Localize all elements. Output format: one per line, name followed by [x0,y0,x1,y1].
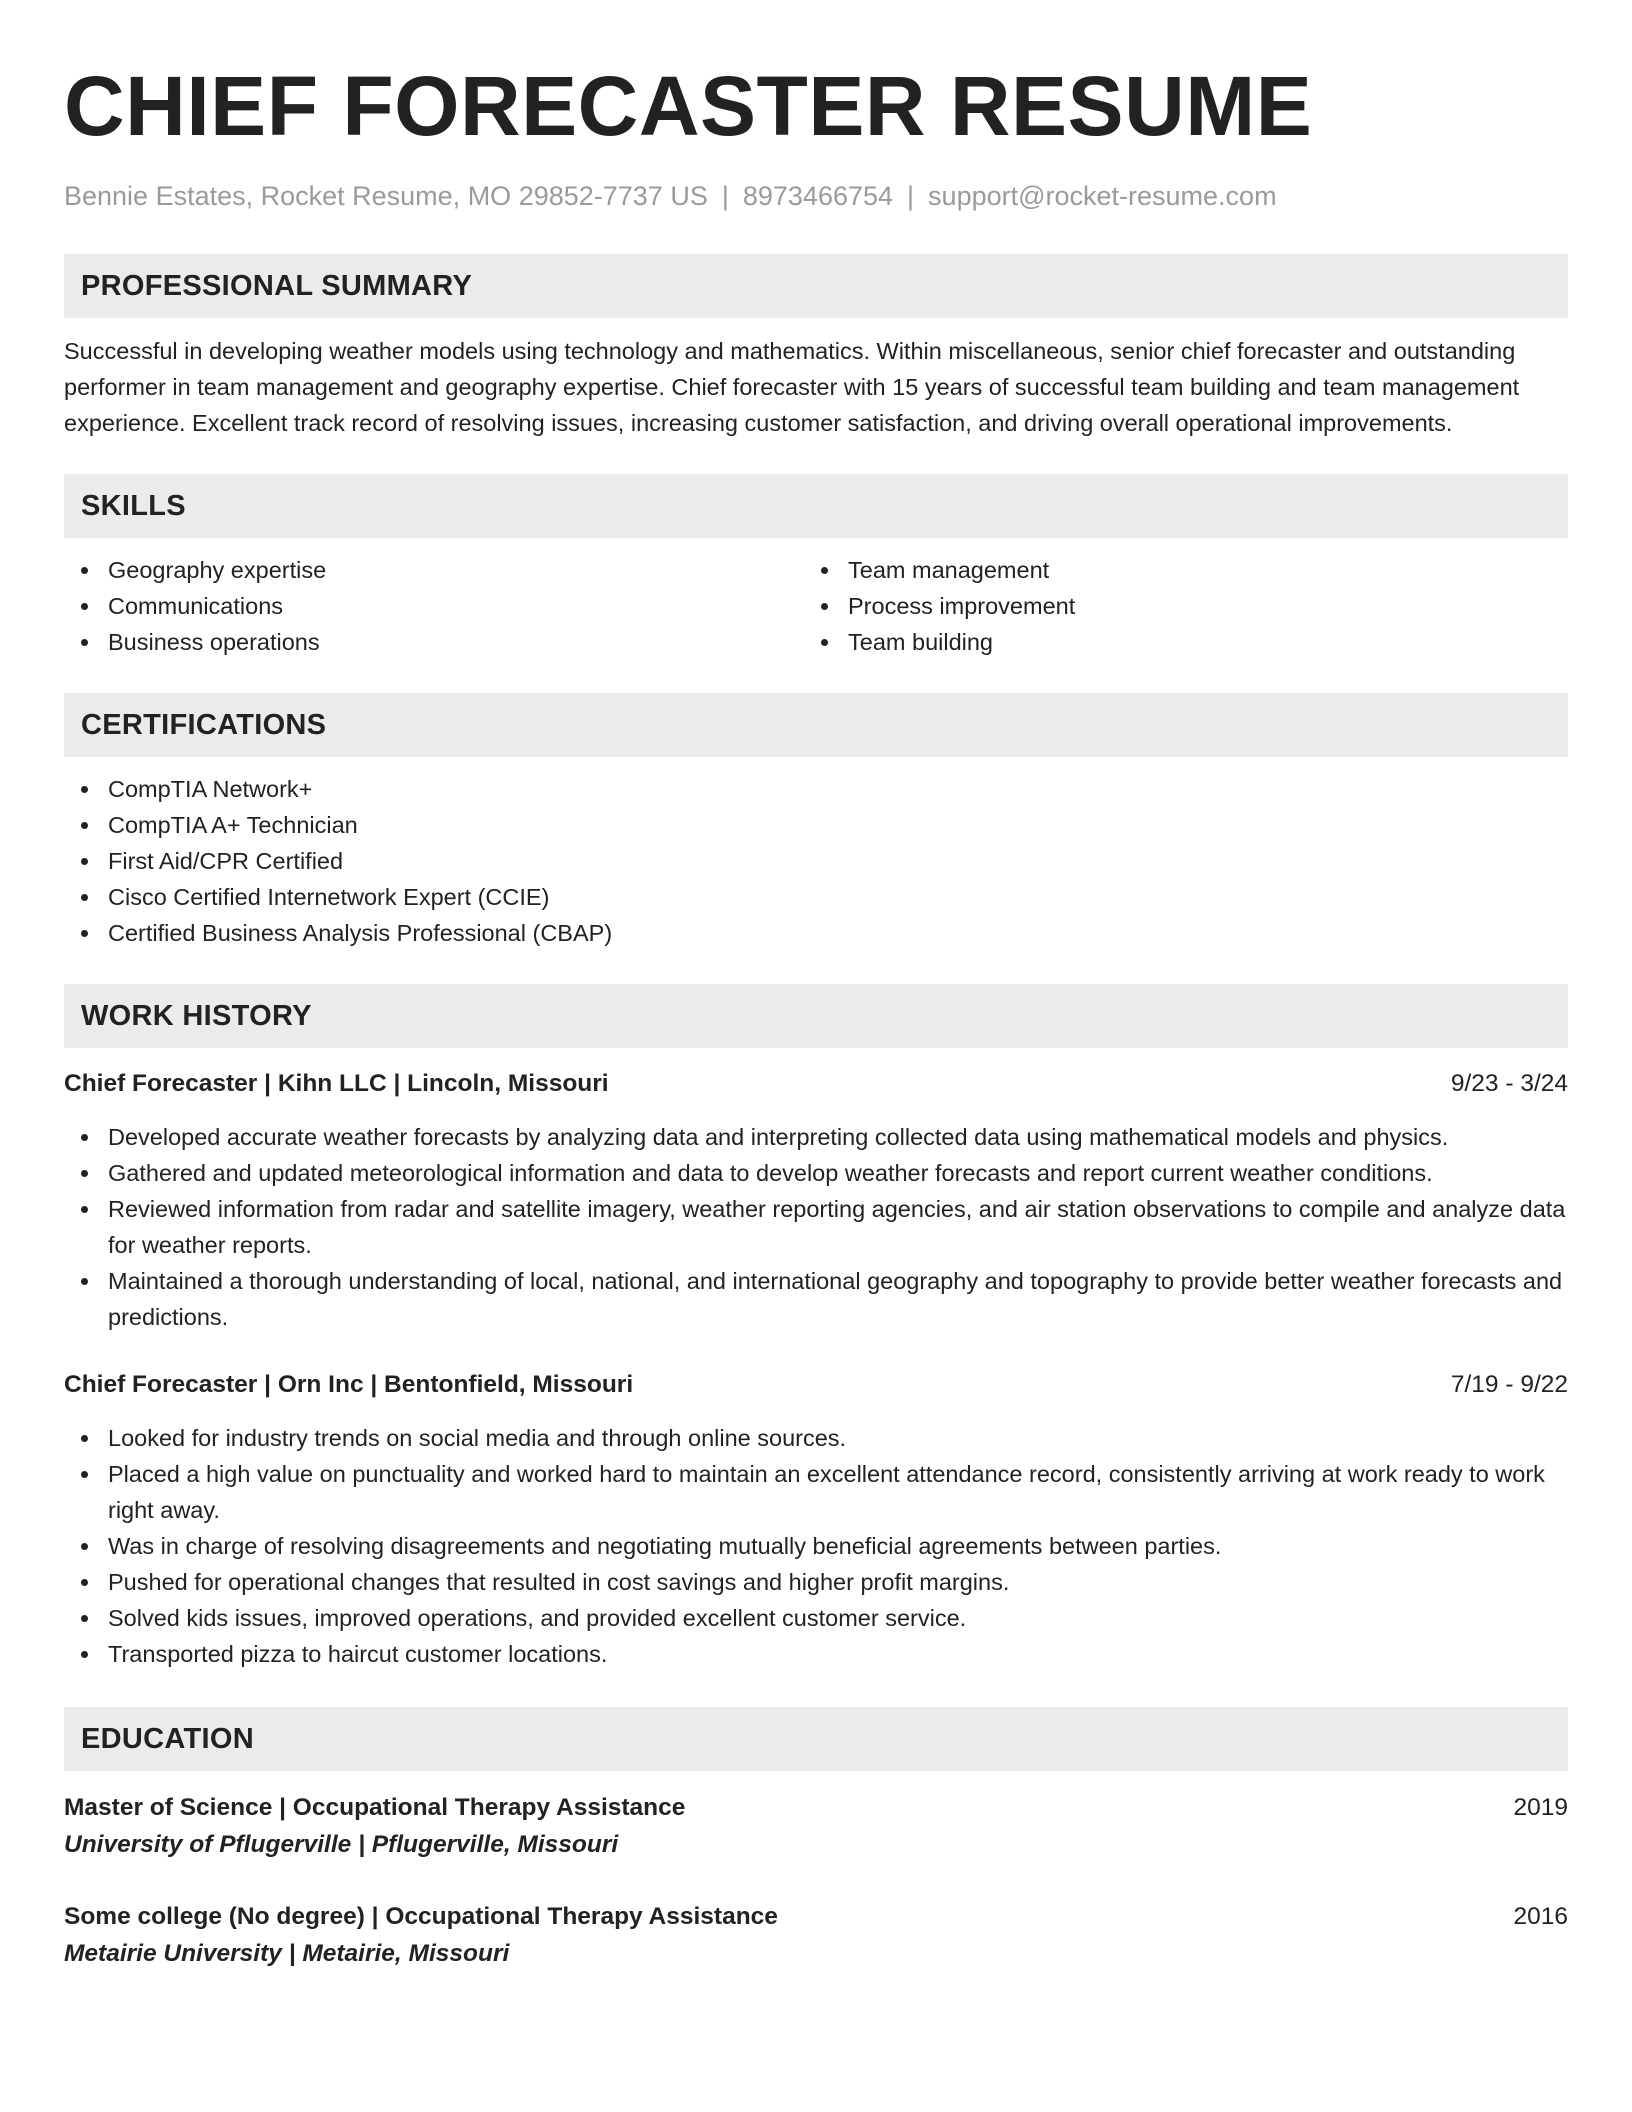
skill-item: Process improvement [804,588,1544,624]
job-duty: Was in charge of resolving disagreements and negotiating mutually beneficial agreements between parties. [64,1528,1568,1564]
education-degree: Master of Science | Occupational Therapy Assistance [64,1794,686,1821]
job-duty: Placed a high value on punctuality and worked hard to maintain an excellent attendance record, consistently arriving at work ready to work right away. [64,1456,1568,1528]
education-year: 2016 [1513,1903,1568,1930]
education-school: Metairie University | Metairie, Missouri [64,1940,510,1967]
skills-section [64,474,1568,660]
contact-address: Bennie Estates, Rocket Resume, MO 29852-7737 US [64,181,708,211]
certifications-section [64,693,1568,951]
certification-item: CompTIA Network+ [64,771,1568,807]
work-history-heading: WORK HISTORY [64,984,1568,1048]
job-entry [64,1066,1568,1335]
skills-heading: SKILLS [64,474,1568,538]
job-header [64,1066,1568,1102]
education-degree: Some college (No degree) | Occupational Therapy Assistance [64,1903,778,1930]
skill-item: Business operations [64,624,804,660]
certifications-list [64,771,1568,951]
certification-item: Cisco Certified Internetwork Expert (CCIE) [64,879,1568,915]
job-duty: Pushed for operational changes that resulted in cost savings and higher profit margins. [64,1564,1568,1600]
job-duties-list [64,1119,1568,1335]
summary-heading: PROFESSIONAL SUMMARY [64,254,1568,318]
job-header [64,1367,1568,1403]
contact-phone: 8973466754 [742,181,894,211]
certification-item: First Aid/CPR Certified [64,843,1568,879]
skill-item: Geography expertise [64,552,804,588]
education-section [64,1707,1568,1972]
certification-item: CompTIA A+ Technician [64,807,1568,843]
skills-column-left [64,552,804,660]
skill-item: Communications [64,588,804,624]
job-dates: 9/23 - 3/24 [1450,1070,1568,1097]
job-duties-list [64,1420,1568,1672]
job-duty: Looked for industry trends on social media and through online sources. [64,1420,1568,1456]
summary-text: Successful in developing weather models using technology and mathematics. Within miscellaneous, senior chief forecaster and outstanding performer in team management and geography expertise. Chief forecaster with 15 years of successful team building and team management experience. Excellent track record of resolving issues, increasing customer satisfaction, and driving overall operational improvements. [64,338,1520,436]
job-duty: Solved kids issues, improved operations, and provided excellent customer service. [64,1600,1568,1636]
certification-item: Certified Business Analysis Professional (CBAP) [64,915,1568,951]
education-header [64,1789,1568,1826]
summary-section [64,254,1568,441]
job-duty: Reviewed information from radar and satellite imagery, weather reporting agencies, and air station observations to compile and analyze data for weather reports. [64,1191,1568,1263]
contact-separator: | [907,181,915,211]
job-title: Chief Forecaster | Kihn LLC | Lincoln, Missouri [64,1070,609,1097]
contact-separator: | [721,181,729,211]
job-duty: Developed accurate weather forecasts by analyzing data and interpreting collected data using mathematical models and physics. [64,1119,1568,1155]
education-entry [64,1898,1568,1972]
resume-title: CHIEF FORECASTER RESUME [64,59,1313,153]
job-entry [64,1367,1568,1672]
contact-email: support@rocket-resume.com [928,181,1277,211]
job-duty: Gathered and updated meteorological information and data to develop weather forecasts and report current weather conditions. [64,1155,1568,1191]
job-duty: Maintained a thorough understanding of local, national, and international geography and topography to provide better weather forecasts and predictions. [64,1263,1568,1335]
work-history-section [64,984,1568,1672]
contact-line [64,178,1568,214]
skill-item: Team building [804,624,1544,660]
job-title: Chief Forecaster | Orn Inc | Bentonfield, Missouri [64,1371,634,1398]
job-duty: Transported pizza to haircut customer locations. [64,1636,1568,1672]
skill-item: Team management [804,552,1544,588]
education-year: 2019 [1513,1794,1568,1821]
job-dates: 7/19 - 9/22 [1450,1371,1568,1398]
skills-column-right [804,552,1544,660]
education-entry [64,1789,1568,1863]
education-heading: EDUCATION [64,1707,1568,1771]
certifications-heading: CERTIFICATIONS [64,693,1568,757]
education-header [64,1898,1568,1935]
skills-grid [64,552,1568,660]
education-school: University of Pflugerville | Pflugerville, Missouri [64,1831,619,1858]
